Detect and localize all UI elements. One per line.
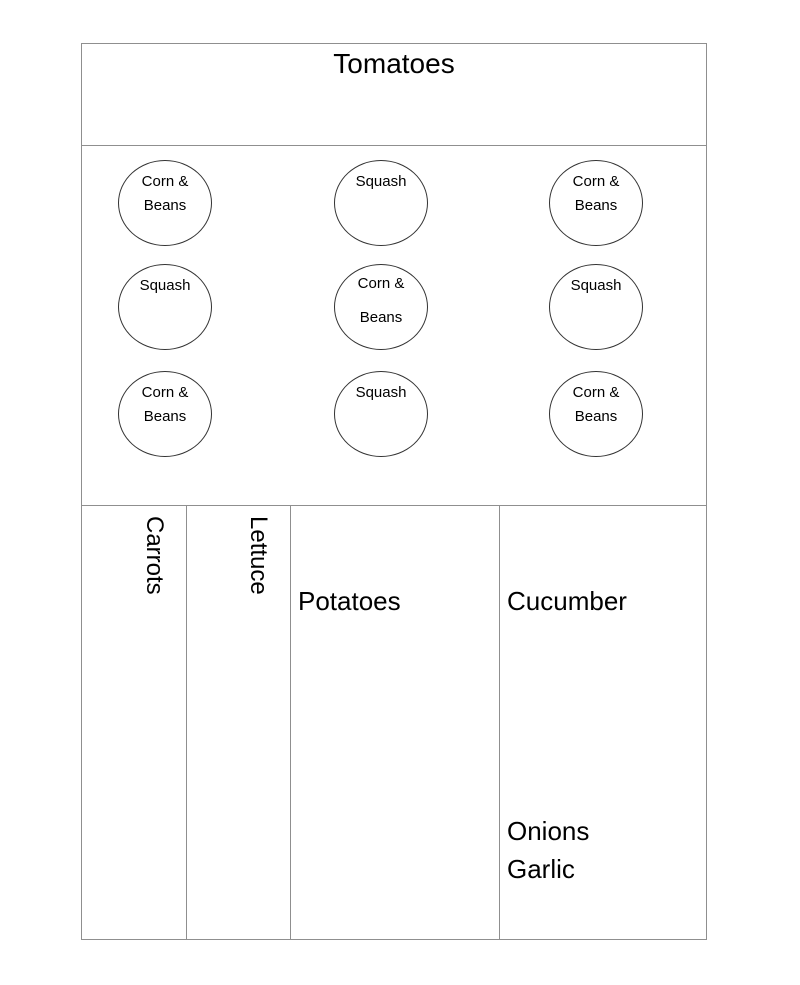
planting-label: Corn & Beans	[141, 173, 189, 214]
tomatoes-label: Tomatoes	[333, 48, 455, 79]
potatoes-label: Potatoes	[298, 586, 401, 616]
cucumber-bed	[500, 506, 706, 939]
planting-label: Squash	[355, 173, 407, 190]
planting-circle	[549, 160, 643, 246]
planting-circle	[549, 371, 643, 457]
lower-beds	[82, 506, 706, 939]
carrots-label: Carrots	[141, 516, 168, 595]
planting-label: Corn & Beans	[572, 173, 620, 214]
planting-circle	[334, 264, 428, 350]
planting-label: Corn & Beans	[141, 384, 189, 425]
planting-label: Corn & Beans	[357, 275, 405, 326]
planting-circle	[334, 371, 428, 457]
garlic-label: Garlic	[507, 854, 575, 884]
garden-plan	[81, 43, 707, 940]
planting-label: Squash	[570, 277, 622, 294]
planting-label: Squash	[139, 277, 191, 294]
lettuce-label: Lettuce	[245, 516, 272, 595]
onions-label: Onions	[507, 816, 590, 846]
potatoes-bed	[291, 506, 500, 939]
planting-circle	[118, 371, 212, 457]
planting-circle	[118, 264, 212, 350]
planting-circle	[334, 160, 428, 246]
planting-label: Corn & Beans	[572, 384, 620, 425]
cucumber-label: Cucumber	[507, 586, 627, 616]
tomato-bed	[82, 44, 706, 146]
planting-circle	[118, 160, 212, 246]
planting-label: Squash	[355, 384, 407, 401]
three-sisters-bed	[82, 146, 706, 506]
lettuce-bed	[187, 506, 291, 939]
planting-circle	[549, 264, 643, 350]
carrots-bed	[82, 506, 187, 939]
